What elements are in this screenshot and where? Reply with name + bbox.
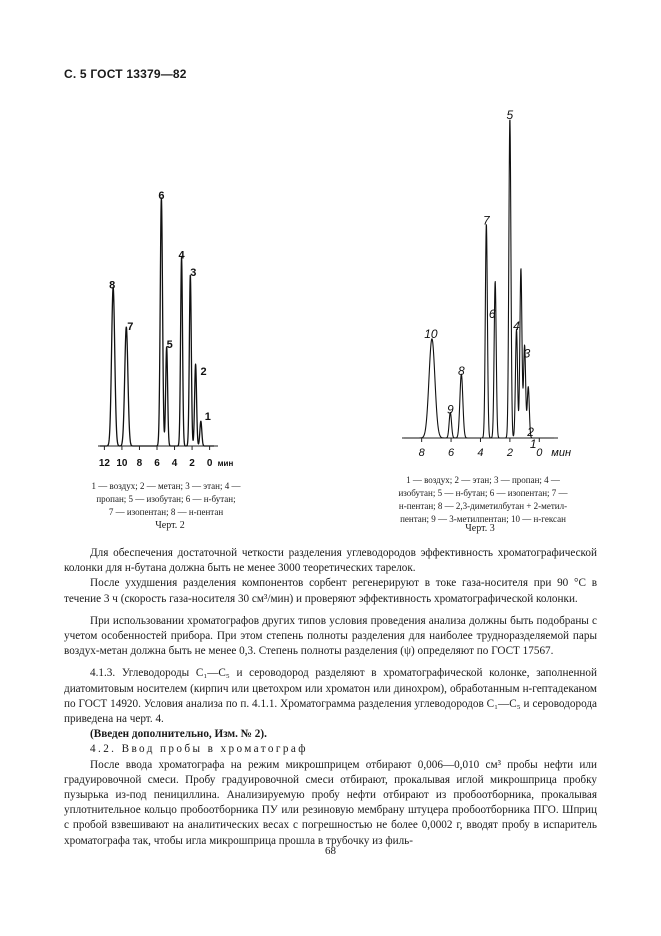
axis-tick-label: 4 [171,458,178,469]
axis-unit-label: мин [551,447,572,459]
chart-3-svg [396,96,586,466]
chart-3-legend-line: 1 — воздух; 2 — этан; 3 — пропан; 4 — [406,475,560,485]
peak-label: 8 [458,364,465,378]
peak-label: 3 [523,346,531,361]
chart-2-svg [92,186,234,476]
axis-tick-label: 6 [154,458,160,469]
axis-tick-label: 10 [116,458,128,469]
peak-label: 6 [488,307,496,322]
paragraph: После ввода хроматографа на режим микрошприцем отбирают 0,006—0,010 см³ пробы нефти или градуировочной смеси. Пробу градуировочной смеси отбирают, прокалывая иглой микрошприца пробку пузырька из-под пенициллина. Анализируемую пробу нефти отбирают из пробоотборника, прокалывая уплотнительное кольцо пробоотборника ПУ или резиновую мембрану штуцера пробоотборника ПГО. Шприц с пробой взвешивают на аналитических весах с погрешностью не более 0,0002 г, вводят пробу в испаритель хроматографа так, чтобы игла микрошприца прошла в трубочку из филь- [64,758,597,847]
chart-2-caption: Черт. 2 [155,520,185,531]
paragraph: 4.1.3. Углеводороды С₁—С₅ и сероводород разделяют в хроматографической колонке, заполненной диатомитовым носителем (кирпич или цветохром или хроматон или динохром), обработанным н-гептадеканом по ГОСТ 14920. Условия анализа по п. 4.1.1. Хроматограмма разделения углеводородов С₁—С₅ и сероводорода приведена на черт. 4. [64,667,597,726]
axis-tick-label: 8 [136,458,143,469]
axis-tick-label: 6 [447,447,455,459]
axis-tick-label: 0 [536,447,543,459]
chart-2-legend-line: 1 — воздух; 2 — метан; 3 — этан; 4 — [91,481,241,491]
axis-tick-label: 2 [189,458,195,469]
signal-trace [100,198,214,446]
axis-tick-label: 8 [418,447,425,459]
chromatogram-chart-2 [92,186,234,476]
peak-label: 4 [178,249,185,262]
peak-label: 10 [424,326,438,341]
peak-label: 1 [529,436,537,451]
chart-3-legend-line: изобутан; 5 — н-бутан; 6 — изопентан; 7 — [398,488,568,498]
chromatogram-chart-3 [396,96,586,466]
amendment-note: (Введен дополнительно, Изм. № 2). [90,728,267,741]
chart-2-legend-line: пропан; 5 — изобутан; 6 — н-бутан; [96,494,236,504]
section-heading: 4.2. Ввод пробы в хроматограф [90,743,308,756]
signal-trace [404,120,554,438]
axis-unit-label: мин [217,459,234,468]
axis-tick-label: 2 [506,447,513,459]
peak-label: 5 [166,338,173,351]
peak-label: 8 [109,279,116,292]
peak-label: 2 [527,425,534,440]
axis-tick-label: 12 [98,458,110,469]
chart-2-legend-line: 7 — изопентан; 8 — н-пентан [108,507,224,517]
peak-label: 4 [513,319,520,334]
page-header: С. 5 ГОСТ 13379—82 [64,67,187,81]
peak-label: 3 [190,266,197,279]
peak-label: 7 [483,213,490,228]
chart-2-legend [83,480,249,519]
chart-3-caption: Черт. 3 [465,523,495,534]
axis-tick-label: 4 [477,447,484,459]
chart-3-legend-line: н-пентан; 8 — 2,3-диметилбутан + 2-метил- [398,501,568,511]
peak-label: 1 [204,411,211,424]
chart-3-legend-line: пентан; 9 — 3-метилпентан; 10 — н-гексан [400,514,566,524]
peak-label: 6 [158,190,165,202]
paragraph: Для обеспечения достаточной четкости разделения углеводородов эффективность хроматографической колонки для н-бутана должна быть не менее 3000 теоретических тарелок. [64,547,597,575]
axis-tick-label: 0 [206,458,213,469]
peak-label: 5 [506,108,514,122]
page-number: 68 [325,845,336,857]
peak-label: 9 [446,402,454,417]
chart-3-legend [385,474,581,526]
peak-label: 2 [200,366,207,379]
body-text [64,546,597,849]
paragraph: После ухудшения разделения компонентов сорбент регенерируют в токе газа-носителя при 90 °С в течение 3 ч (скорость газа-носителя 30 см³/мин) и проверяют эффективность хроматографической колонки. [64,577,597,605]
peak-label: 7 [127,320,134,333]
paragraph: При использовании хроматографов других типов условия проведения анализа должны быть подобраны с учетом особенностей прибора. При этом степень полноты разделения для наиболее трудноразделяемой пары воздух-метан должна быть не менее 0,3. Степень полноты разделения (ψ) определяют по ГОСТ 17567. [64,614,597,658]
